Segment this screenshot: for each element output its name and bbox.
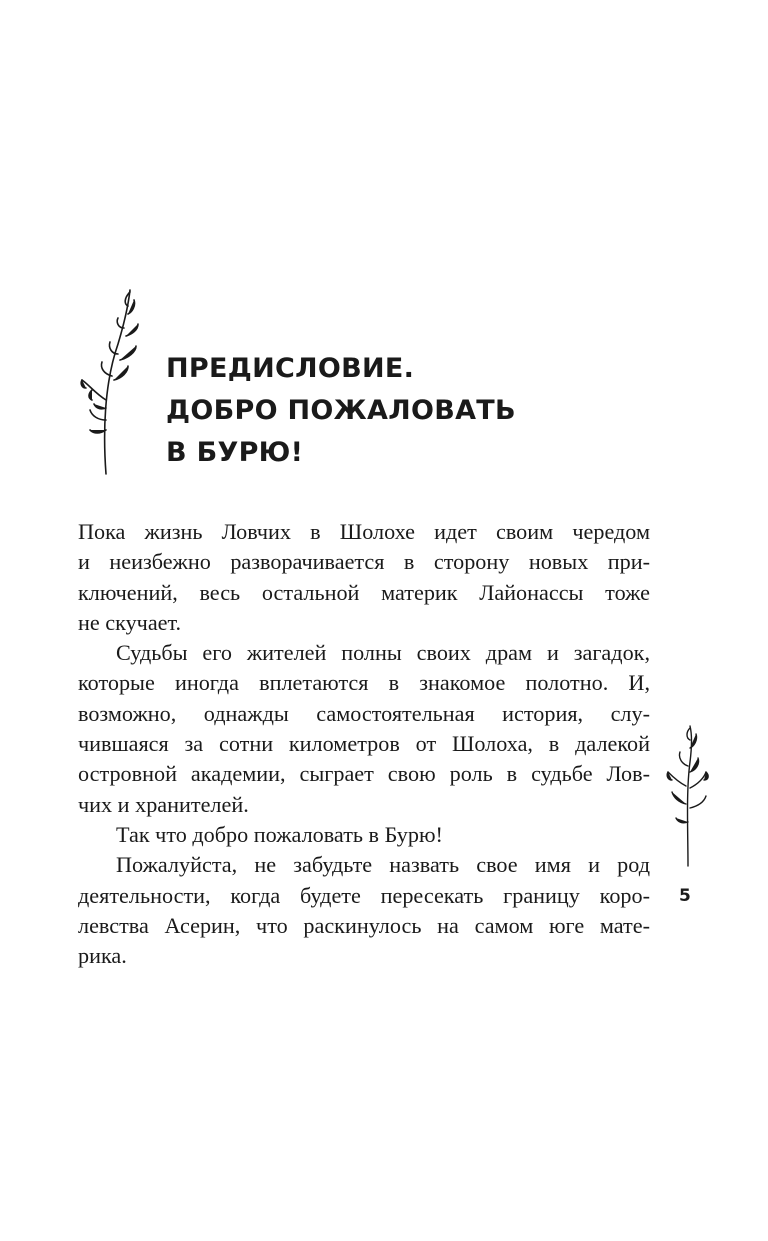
chapter-heading <box>166 348 516 474</box>
body-text <box>78 517 650 971</box>
text-line: чих и хранителей. <box>78 791 249 817</box>
text-line: и неизбежно разворачивается в сторону новых при- <box>78 549 650 575</box>
text-line: островной академии, сыграет свою роль в судьбе Лов- <box>78 761 650 787</box>
page-number: 5 <box>679 886 691 906</box>
heading-line-3: В БУРЮ! <box>166 437 304 468</box>
text-line: возможно, однажды самостоятельная история, слу- <box>78 700 650 726</box>
leaf-sprig-icon <box>70 284 146 476</box>
heading-line-1: ПРЕДИСЛОВИЕ. <box>166 353 415 384</box>
text-line: Пока жизнь Ловчих в Шолохе идет своим чередом <box>78 519 650 544</box>
text-line: которые иногда вплетаются в знакомое полотно. И, <box>78 670 650 696</box>
text-line: рика. <box>78 943 127 969</box>
text-line: ключений, весь остальной материк Лайонассы тоже <box>78 579 650 605</box>
text-line: левства Асерин, что раскинулось на самом юге мате- <box>78 912 650 938</box>
text-line: чившаяся за сотни километров от Шолоха, в далекой <box>78 731 650 757</box>
heading-line-2: ДОБРО ПОЖАЛОВАТЬ <box>166 395 516 426</box>
text-line: Так что добро пожаловать в Бурю! <box>116 821 443 847</box>
leaf-sprig-icon <box>658 722 716 868</box>
text-line: Пожалуйста, не забудьте назвать свое имя и род <box>116 852 650 878</box>
text-line: не скучает. <box>78 609 182 635</box>
text-line: Судьбы его жителей полны своих драм и загадок, <box>116 640 650 666</box>
text-line: деятельности, когда будете пересекать границу коро- <box>78 882 650 908</box>
